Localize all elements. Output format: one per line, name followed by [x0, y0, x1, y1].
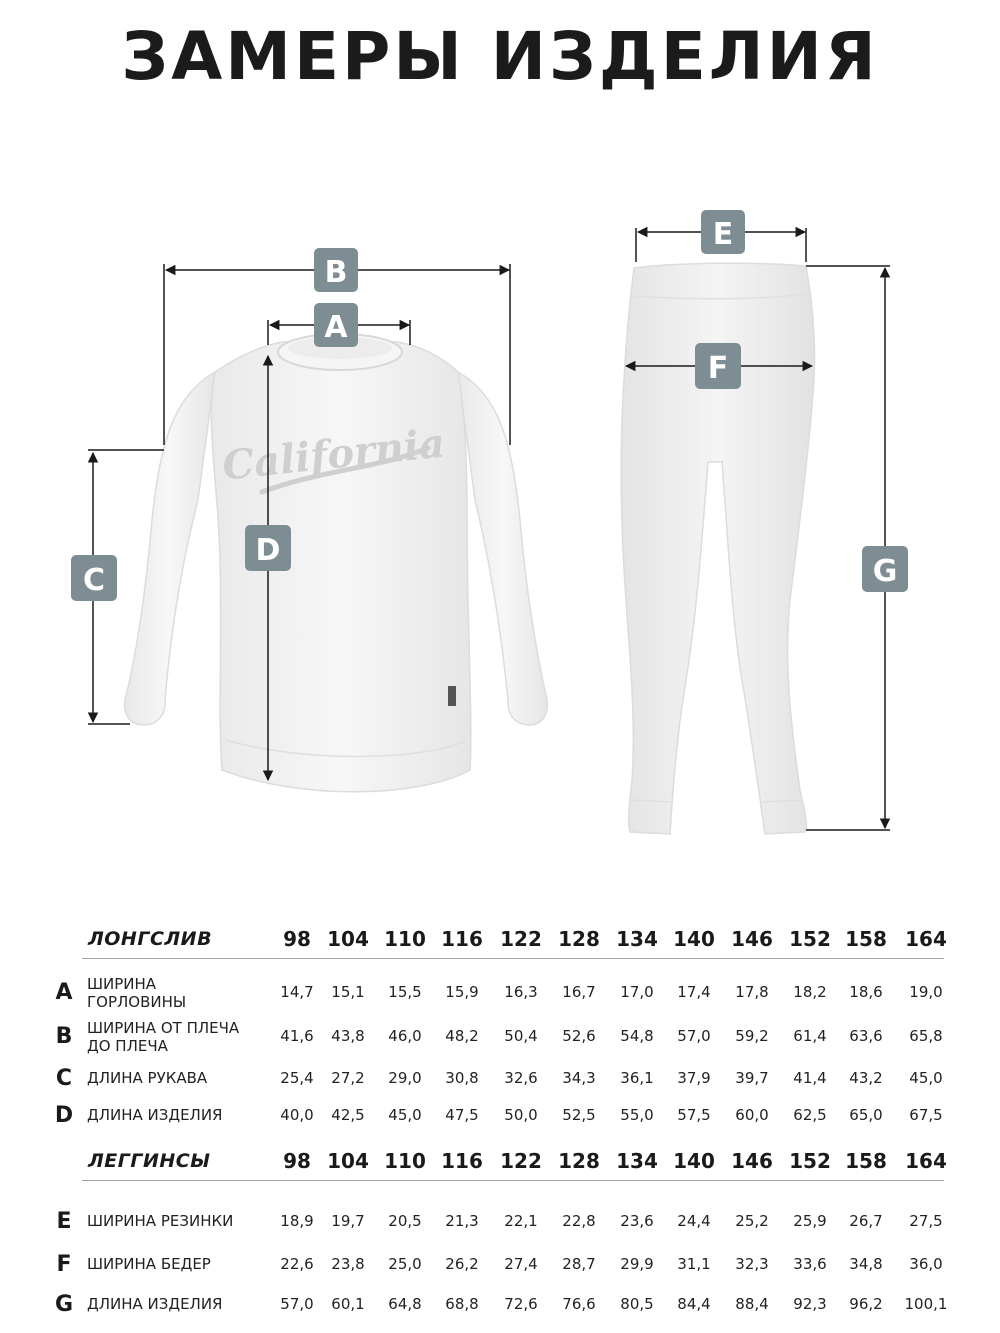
longsleeve-value-a-122: 16,3	[504, 983, 538, 1001]
row-label-line: ДЛИНА ИЗДЕЛИЯ	[87, 1295, 223, 1313]
leggings-value-e-164: 27,5	[909, 1212, 943, 1230]
longsleeve-value-d-134: 55,0	[620, 1106, 654, 1124]
longsleeve-value-d-140: 57,5	[677, 1106, 711, 1124]
leggings-value-g-140: 84,4	[677, 1295, 711, 1313]
longsleeve-size-152: 152	[789, 927, 831, 951]
leggings-value-g-122: 72,6	[504, 1295, 538, 1313]
leggings-size-128: 128	[558, 1149, 600, 1173]
longsleeve-value-c-116: 30,8	[445, 1069, 479, 1087]
longsleeve-row-letter-d: D	[54, 1103, 74, 1128]
longsleeve-value-b-146: 59,2	[735, 1027, 769, 1045]
longsleeve-value-b-110: 46,0	[388, 1027, 422, 1045]
leggings-size-134: 134	[616, 1149, 658, 1173]
leggings-value-f-122: 27,4	[504, 1255, 538, 1273]
longsleeve-size-164: 164	[905, 927, 947, 951]
longsleeve-row-letter-a: A	[55, 980, 73, 1005]
leggings-size-164: 164	[905, 1149, 947, 1173]
longsleeve-size-158: 158	[845, 927, 887, 951]
longsleeve-value-b-158: 63,6	[849, 1027, 883, 1045]
leggings-value-g-98: 57,0	[280, 1295, 314, 1313]
svg-text:C: C	[82, 563, 106, 598]
longsleeve-value-c-98: 25,4	[280, 1069, 314, 1087]
leggings-value-g-158: 96,2	[849, 1295, 883, 1313]
leggings-value-f-146: 32,3	[735, 1255, 769, 1273]
row-label-line: ШИРИНА ОТ ПЛЕЧА	[87, 1019, 240, 1037]
leggings-value-f-152: 33,6	[793, 1255, 827, 1273]
badge-c	[71, 555, 117, 601]
leggings-row-label-f	[87, 1255, 277, 1273]
longsleeve-value-c-122: 32,6	[504, 1069, 538, 1087]
longsleeve-value-a-140: 17,4	[677, 983, 711, 1001]
longsleeve-value-c-152: 41,4	[793, 1069, 827, 1087]
longsleeve-value-d-146: 60,0	[735, 1106, 769, 1124]
longsleeve-value-c-134: 36,1	[620, 1069, 654, 1087]
leggings-value-e-152: 25,9	[793, 1212, 827, 1230]
longsleeve-value-a-98: 14,7	[280, 983, 314, 1001]
leggings-value-g-164: 100,1	[904, 1295, 948, 1313]
leggings-value-g-146: 88,4	[735, 1295, 769, 1313]
longsleeve-row-label-a	[87, 975, 277, 1011]
leggings-value-f-128: 28,7	[562, 1255, 596, 1273]
longsleeve-value-b-134: 54,8	[620, 1027, 654, 1045]
longsleeve-size-128: 128	[558, 927, 600, 951]
svg-text:E: E	[712, 217, 734, 252]
leggings-value-e-122: 22,1	[504, 1212, 538, 1230]
longsleeve-value-d-116: 47,5	[445, 1106, 479, 1124]
leggings-size-152: 152	[789, 1149, 831, 1173]
leggings-row-letter-f: F	[56, 1252, 72, 1277]
leggings-value-g-152: 92,3	[793, 1295, 827, 1313]
leggings-value-f-98: 22,6	[280, 1255, 314, 1273]
shirt-print-text: California	[220, 419, 448, 490]
longsleeve-value-c-110: 29,0	[388, 1069, 422, 1087]
longsleeve-value-a-164: 19,0	[909, 983, 943, 1001]
longsleeve-value-d-110: 45,0	[388, 1106, 422, 1124]
longsleeve-value-d-128: 52,5	[562, 1106, 596, 1124]
svg-text:G: G	[872, 554, 898, 589]
leggings-value-g-128: 76,6	[562, 1295, 596, 1313]
leggings-row-letter-g: G	[54, 1292, 74, 1317]
longsleeve-value-d-98: 40,0	[280, 1106, 314, 1124]
longsleeve-size-116: 116	[441, 927, 483, 951]
svg-text:D: D	[255, 533, 281, 568]
longsleeve-value-c-158: 43,2	[849, 1069, 883, 1087]
longsleeve-value-d-152: 62,5	[793, 1106, 827, 1124]
leggings-value-e-116: 21,3	[445, 1212, 479, 1230]
leggings-value-f-158: 34,8	[849, 1255, 883, 1273]
leggings-header: ЛЕГГИНСЫ	[88, 1150, 211, 1172]
badge-g	[862, 546, 908, 592]
leggings-row-label-e	[87, 1212, 277, 1230]
longsleeve-row-letter-c: C	[55, 1066, 73, 1091]
row-label-line: ГОРЛОВИНЫ	[87, 993, 187, 1011]
longsleeve-row-label-b	[87, 1019, 277, 1055]
leggings-value-f-140: 31,1	[677, 1255, 711, 1273]
badge-d	[245, 525, 291, 571]
leggings-value-e-98: 18,9	[280, 1212, 314, 1230]
row-label-line: ДО ПЛЕЧА	[87, 1037, 168, 1055]
longsleeve-size-104: 104	[327, 927, 369, 951]
longsleeve-drawing	[125, 334, 548, 792]
page-title: ЗАМЕРЫ ИЗДЕЛИЯ	[121, 18, 879, 95]
longsleeve-value-d-164: 67,5	[909, 1106, 943, 1124]
leggings-size-98: 98	[283, 1149, 311, 1173]
longsleeve-size-134: 134	[616, 927, 658, 951]
leggings-value-f-116: 26,2	[445, 1255, 479, 1273]
leggings-value-e-146: 25,2	[735, 1212, 769, 1230]
longsleeve-row-letter-b: B	[55, 1024, 73, 1049]
svg-text:B: B	[324, 255, 348, 290]
longsleeve-value-a-116: 15,9	[445, 983, 479, 1001]
longsleeve-value-b-116: 48,2	[445, 1027, 479, 1045]
row-label-line: ШИРИНА	[87, 975, 157, 993]
longsleeve-value-c-104: 27,2	[331, 1069, 365, 1087]
longsleeve-value-a-134: 17,0	[620, 983, 654, 1001]
svg-text:A: A	[324, 310, 348, 345]
leggings-value-g-134: 80,5	[620, 1295, 654, 1313]
leggings-row-label-g	[87, 1295, 277, 1313]
leggings-value-f-110: 25,0	[388, 1255, 422, 1273]
leggings-value-g-116: 68,8	[445, 1295, 479, 1313]
longsleeve-row-label-c	[87, 1069, 277, 1087]
badge-a	[314, 303, 358, 347]
longsleeve-value-a-146: 17,8	[735, 983, 769, 1001]
longsleeve-value-d-104: 42,5	[331, 1106, 365, 1124]
longsleeve-value-a-152: 18,2	[793, 983, 827, 1001]
leggings-size-158: 158	[845, 1149, 887, 1173]
leggings-value-e-128: 22,8	[562, 1212, 596, 1230]
badge-f	[695, 343, 741, 389]
leggings-size-122: 122	[500, 1149, 542, 1173]
row-label-line: ДЛИНА ИЗДЕЛИЯ	[87, 1106, 223, 1124]
leggings-value-e-140: 24,4	[677, 1212, 711, 1230]
longsleeve-value-b-104: 43,8	[331, 1027, 365, 1045]
longsleeve-value-a-104: 15,1	[331, 983, 365, 1001]
leggings-size-104: 104	[327, 1149, 369, 1173]
leggings-size-146: 146	[731, 1149, 773, 1173]
longsleeve-value-a-128: 16,7	[562, 983, 596, 1001]
longsleeve-value-c-164: 45,0	[909, 1069, 943, 1087]
longsleeve-value-c-128: 34,3	[562, 1069, 596, 1087]
row-label-line: ШИРИНА БЕДЕР	[87, 1255, 211, 1273]
leggings-size-116: 116	[441, 1149, 483, 1173]
longsleeve-value-d-158: 65,0	[849, 1106, 883, 1124]
longsleeve-value-b-122: 50,4	[504, 1027, 538, 1045]
row-label-line: ДЛИНА РУКАВА	[87, 1069, 208, 1087]
leggings-value-f-104: 23,8	[331, 1255, 365, 1273]
longsleeve-size-98: 98	[283, 927, 311, 951]
leggings-value-e-134: 23,6	[620, 1212, 654, 1230]
leggings-size-110: 110	[384, 1149, 426, 1173]
leggings-row-letter-e: E	[56, 1209, 72, 1234]
longsleeve-value-b-152: 61,4	[793, 1027, 827, 1045]
leggings-value-e-110: 20,5	[388, 1212, 422, 1230]
table-divider	[82, 1180, 944, 1181]
longsleeve-row-label-d	[87, 1106, 277, 1124]
leggings-size-140: 140	[673, 1149, 715, 1173]
table-divider	[82, 958, 944, 959]
leggings-value-g-110: 64,8	[388, 1295, 422, 1313]
longsleeve-value-a-110: 15,5	[388, 983, 422, 1001]
badge-e	[701, 210, 745, 254]
longsleeve-size-140: 140	[673, 927, 715, 951]
longsleeve-value-b-164: 65,8	[909, 1027, 943, 1045]
badge-b	[314, 248, 358, 292]
leggings-value-f-164: 36,0	[909, 1255, 943, 1273]
leggings-value-g-104: 60,1	[331, 1295, 365, 1313]
row-label-line: ШИРИНА РЕЗИНКИ	[87, 1212, 234, 1230]
longsleeve-size-146: 146	[731, 927, 773, 951]
leggings-value-e-104: 19,7	[331, 1212, 365, 1230]
longsleeve-value-a-158: 18,6	[849, 983, 883, 1001]
longsleeve-value-c-146: 39,7	[735, 1069, 769, 1087]
longsleeve-header: ЛОНГСЛИВ	[88, 928, 213, 950]
longsleeve-size-110: 110	[384, 927, 426, 951]
longsleeve-value-c-140: 37,9	[677, 1069, 711, 1087]
svg-text:F: F	[707, 351, 729, 386]
leggings-value-f-134: 29,9	[620, 1255, 654, 1273]
longsleeve-value-b-98: 41,6	[280, 1027, 314, 1045]
longsleeve-value-b-140: 57,0	[677, 1027, 711, 1045]
longsleeve-value-b-128: 52,6	[562, 1027, 596, 1045]
longsleeve-value-d-122: 50,0	[504, 1106, 538, 1124]
longsleeve-size-122: 122	[500, 927, 542, 951]
leggings-value-e-158: 26,7	[849, 1212, 883, 1230]
